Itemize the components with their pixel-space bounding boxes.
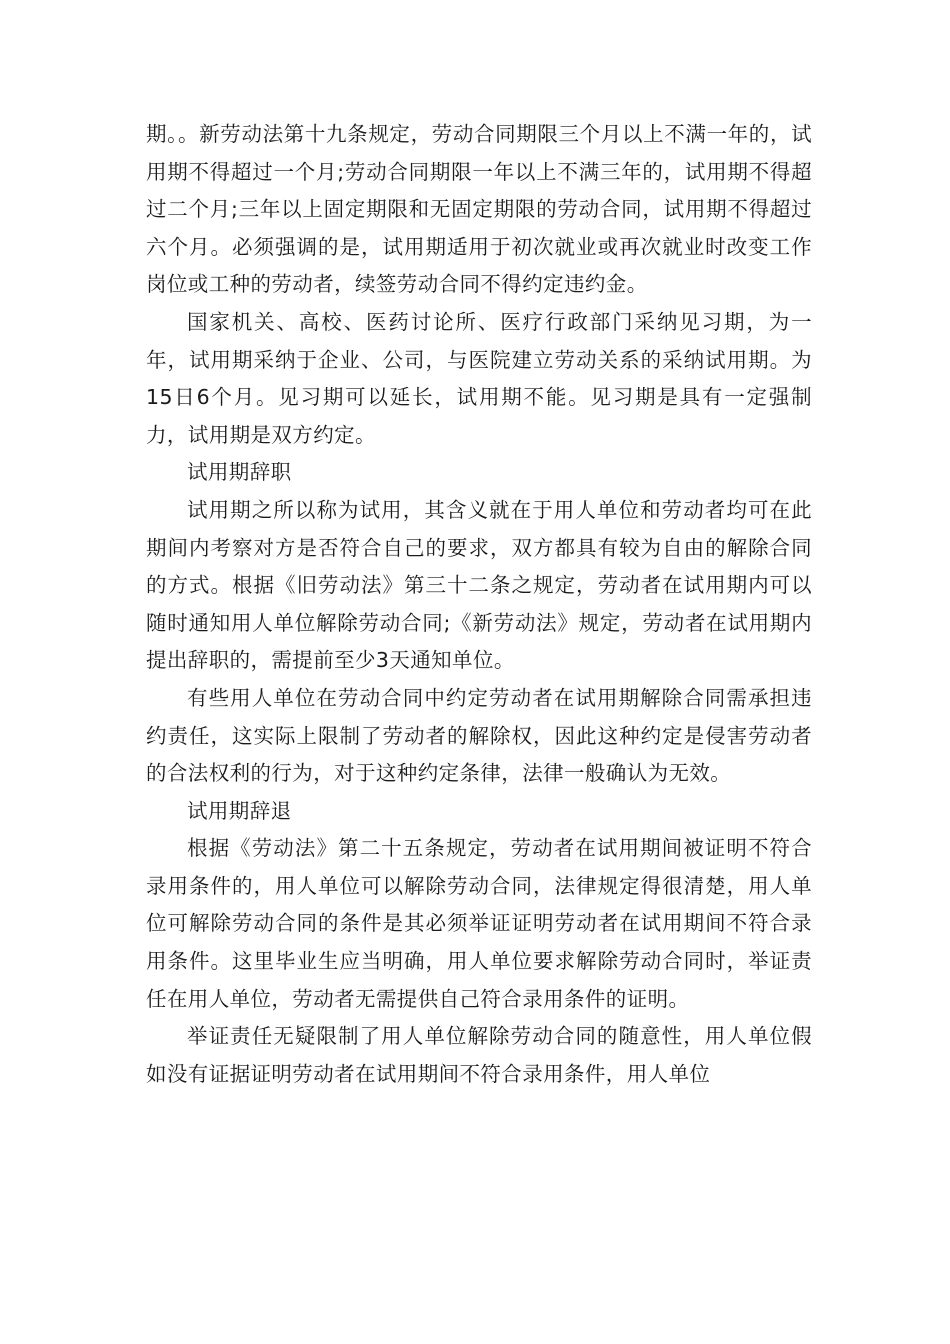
document-page xyxy=(146,116,812,1093)
paragraph-resignation-rules: 试用期之所以称为试用，其含义就在于用人单位和劳动者均可在此期间内考察对方是否符合自己的要求，双方都具有较为自由的解除合同的方式。根据《旧劳动法》第三十二条之规定，劳动者在试用期内可以随时通知用人单位解除劳动合同;《新劳动法》规定，劳动者在试用期内提出辞职的，需提前至少3天通知单位。 xyxy=(146,497,812,673)
paragraph-liability-clause: 有些用人单位在劳动合同中约定劳动者在试用期解除合同需承担违约责任，这实际上限制了劳动者的解除权，因此这种约定是侵害劳动者的合法权利的行为，对于这种约定条律，法律一般确认为无效。 xyxy=(146,685,812,786)
paragraph-internship-vs-probation: 国家机关、高校、医药讨论所、医疗行政部门采纳见习期，为一年，试用期采纳于企业、公司，与医院建立劳动关系的采纳试用期。为15日6个月。见习期可以延长，试用期不能。见习期是具有一定强制力，试用期是双方约定。 xyxy=(146,309,812,447)
paragraph-dismissal-rules: 根据《劳动法》第二十五条规定，劳动者在试用期间被证明不符合录用条件的，用人单位可以解除劳动合同，法律规定得很清楚，用人单位可解除劳动合同的条件是其必须举证证明劳动者在试用期间不符合录用条件。这里毕业生应当明确，用人单位要求解除劳动合同时，举证责任在用人单位，劳动者无需提供自己符合录用条件的证明。 xyxy=(146,836,812,1011)
section-heading-dismissal: 试用期辞退 xyxy=(187,798,292,823)
paragraph-continuation: 期。。新劳动法第十九条规定，劳动合同期限三个月以上不满一年的，试用期不得超过一个月;劳动合同期限一年以上不满三年的，试用期不得超过二个月;三年以上固定期限和无固定期限的劳动合同，试用期不得超过六个月。必须强调的是，试用期适用于初次就业或再次就业时改变工作岗位或工种的劳动者，续签劳动合同不得约定违约金。 xyxy=(146,122,812,297)
section-heading-resignation: 试用期辞职 xyxy=(187,460,292,485)
paragraph-burden-of-proof: 举证责任无疑限制了用人单位解除劳动合同的随意性，用人单位假如没有证据证明劳动者在试用期间不符合录用条件，用人单位 xyxy=(146,1024,812,1086)
